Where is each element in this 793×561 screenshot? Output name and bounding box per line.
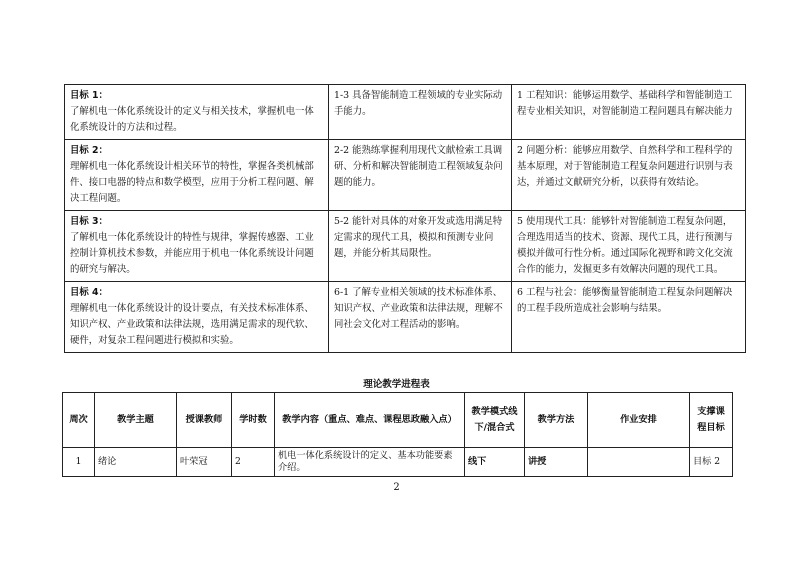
- table-row: [63, 448, 733, 477]
- cell-week: 1: [63, 448, 95, 477]
- goal-cell: [65, 211, 329, 282]
- schedule-title: 理论教学进程表: [363, 379, 430, 390]
- objective-row: [65, 85, 746, 140]
- goal-cell: [65, 140, 329, 211]
- goal-cell: [65, 85, 329, 140]
- cell-homework: [588, 448, 690, 477]
- requirement-cell: 2 问题分析：能够应用数学、自然科学和工程科学的基本原理，对于智能制造工程复杂问题进行识别与表达，并通过文献研究分析，以获得有效结论。: [512, 140, 746, 211]
- header-hours: 学时数: [232, 393, 275, 448]
- header-method: 教学方法: [525, 393, 588, 448]
- goal-text: 理解机电一体化系统设计相关环节的特性，掌握各类机械部件、接口电器的特点和数学模型，应用于分析工程问题、解决工程问题。: [70, 161, 314, 204]
- header-support: 支撑课程目标: [690, 393, 733, 448]
- goal-text: 理解机电一体化系统设计的设计要点，有关技术标准体系、知识产权、产业政策和法律法规，选用满足需求的现代软、硬件，对复杂工程问题进行模拟和实验。: [70, 303, 314, 346]
- goal-title: 目标 3：: [70, 216, 108, 227]
- header-teacher: 授课教师: [177, 393, 232, 448]
- cell-hours: 2: [232, 448, 275, 477]
- schedule-header-row: [63, 393, 733, 448]
- header-week: 周次: [63, 393, 95, 448]
- goal-text: 了解机电一体化系统设计的特性与规律，掌握传感器、工业控制计算机技术参数，并能应用于机电一体化系统设计问题的研究与解决。: [70, 232, 314, 275]
- schedule-table: [62, 392, 733, 477]
- requirement-cell: 6 工程与社会：能够衡量智能制造工程复杂问题解决的工程手段所造成社会影响与结果。: [512, 282, 746, 353]
- indicator-cell: 2-2 能熟练掌握利用现代文献检索工具调研、分析和解决智能制造工程领域复杂问题的能力。: [329, 140, 512, 211]
- cell-topic: 绪论: [95, 448, 177, 477]
- objective-row: [65, 140, 746, 211]
- header-homework: 作业安排: [588, 393, 690, 448]
- requirement-cell: 1 工程知识：能够运用数学、基础科学和智能制造工程专业相关知识，对智能制造工程问题具有解决能力: [512, 85, 746, 140]
- goal-title: 目标 2：: [70, 145, 108, 156]
- objective-row: [65, 211, 746, 282]
- header-content: 教学内容（重点、难点、课程思政融入点）: [275, 393, 465, 448]
- goal-cell: [65, 282, 329, 353]
- cell-method: 讲授: [525, 448, 588, 477]
- cell-teacher: 叶荣冠: [177, 448, 232, 477]
- cell-support: 目标 2: [690, 448, 733, 477]
- indicator-cell: 6-1 了解专业相关领域的技术标准体系、知识产权、产业政策和法律法规，理解不同社会文化对工程活动的影响。: [329, 282, 512, 353]
- header-topic: 教学主题: [95, 393, 177, 448]
- goal-title: 目标 1：: [70, 90, 108, 101]
- indicator-cell: 1-3 具备智能制造工程领域的专业实际动手能力。: [329, 85, 512, 140]
- indicator-cell: 5-2 能针对具体的对象开发或选用满足特定需求的现代工具，模拟和预测专业问题，并能分析其局限性。: [329, 211, 512, 282]
- objectives-table: [64, 84, 746, 353]
- goal-title: 目标 4：: [70, 287, 108, 298]
- cell-mode: 线下: [465, 448, 525, 477]
- header-mode: 教学模式线下/混合式: [465, 393, 525, 448]
- objective-row: [65, 282, 746, 353]
- requirement-cell: 5 使用现代工具：能够针对智能制造工程复杂问题，合理选用适当的技术、资源、现代工具，进行预测与模拟并做可行性分析。通过国际化视野和跨文化交流合作的能力，发掘更多有效解决问题的现代工具。: [512, 211, 746, 282]
- cell-content: 机电一体化系统设计的定义、基本功能要素介绍。: [275, 448, 465, 477]
- page-number: 2: [393, 482, 400, 493]
- goal-text: 了解机电一体化系统设计的定义与相关技术，掌握机电一体化系统设计的方法和过程。: [70, 106, 314, 133]
